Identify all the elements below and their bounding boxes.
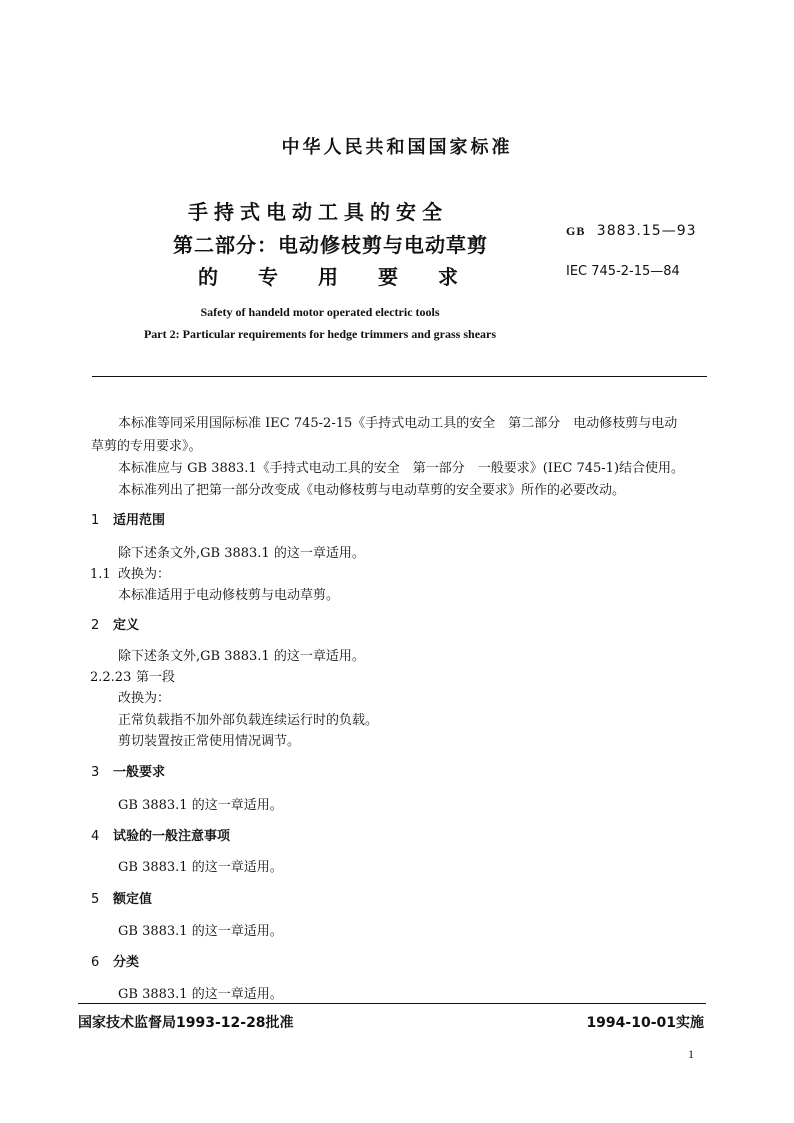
section-title: 适用范围: [113, 513, 166, 528]
section-number: 5: [91, 892, 100, 907]
section-title: 分类: [113, 955, 140, 970]
clause-1-1-body: 本标准适用于电动修枝剪与电动草剪。: [118, 588, 340, 603]
clause-number: 2.2.23: [90, 670, 132, 685]
intro-paragraph-2: 本标准应与 GB 3883.1《手持式电动工具的安全 第一部分 一般要求》(IEC 745-1)结合使用。: [118, 461, 685, 476]
clause-title: 改换为：: [118, 567, 171, 582]
intro-paragraph-3: 本标准列出了把第一部分改变成《电动修枝剪与电动草剪的安全要求》所作的必要改动。: [118, 483, 626, 498]
section-number: 6: [91, 955, 100, 970]
section-3-heading: [91, 761, 165, 780]
title-char: 的: [198, 265, 218, 289]
clause-2-2-23-line-b: 剪切装置按正常使用情况调节。: [118, 734, 301, 749]
section-1-heading: [91, 509, 165, 528]
section-number: 3: [91, 765, 100, 780]
section-title: 试验的一般注意事项: [113, 829, 231, 844]
title-line-1: 手持式电动工具的安全: [188, 200, 448, 224]
section-title: 定义: [113, 618, 140, 633]
title-char: 用: [318, 265, 338, 289]
section-6-heading: [91, 951, 139, 970]
title-line-2: 第二部分：电动修枝剪与电动草剪: [173, 233, 488, 257]
english-title-line-1: Safety of handeld motor operated electric tools: [200, 305, 440, 319]
title-char: 专: [258, 265, 278, 289]
section-3-body: GB 3883.1 的这一章适用。: [118, 798, 283, 813]
intro-paragraph-1-line-2: 草剪的专用要求》。: [91, 439, 202, 454]
gb-prefix: GB: [566, 224, 586, 238]
section-4-heading: [91, 825, 230, 844]
section-6-body: GB 3883.1 的这一章适用。: [118, 987, 283, 1002]
page-number: 1: [688, 1047, 694, 1061]
clause-2-2-23-change: 改换为：: [118, 691, 171, 706]
gb-number: 3883.15—93: [596, 223, 697, 239]
intro-paragraph-1-line-1: 本标准等同采用国际标准 IEC 745-2-15《手持式电动工具的安全 第二部分 电动修枝剪与电动: [118, 416, 678, 431]
title-line-3: [198, 261, 458, 290]
standard-type-heading: 中华人民共和国国家标准: [281, 137, 513, 158]
title-char: 要: [378, 265, 398, 289]
header-divider: [92, 376, 707, 377]
clause-number: 1.1: [90, 567, 111, 582]
section-2-body: 除下述条文外,GB 3883.1 的这一章适用。: [118, 649, 365, 664]
section-number: 4: [91, 829, 100, 844]
clause-2-2-23-line-a: 正常负载指不加外部负载连续运行时的负载。: [118, 713, 379, 728]
effective-date: 1994-10-01实施: [586, 1015, 704, 1031]
section-title: 额定值: [113, 892, 153, 907]
clause-title: 第一段: [136, 670, 176, 685]
section-number: 2: [91, 618, 100, 633]
clause-2-2-23: [90, 666, 175, 685]
section-4-body: GB 3883.1 的这一章适用。: [118, 860, 283, 875]
clause-1-1: [90, 563, 170, 582]
section-title: 一般要求: [113, 765, 166, 780]
gb-standard-code: [566, 223, 697, 239]
section-5-body: GB 3883.1 的这一章适用。: [118, 924, 283, 939]
section-5-heading: [91, 888, 152, 907]
section-1-body: 除下述条文外,GB 3883.1 的这一章适用。: [118, 546, 365, 561]
title-char: 求: [438, 265, 458, 289]
section-number: 1: [91, 513, 100, 528]
iec-standard-code: IEC 745-2-15—84: [566, 264, 680, 279]
english-title-line-2: Part 2: Particular requirements for hedge trimmers and grass shears: [143, 327, 497, 341]
section-2-heading: [91, 614, 139, 633]
footer-divider: [78, 1003, 706, 1004]
approval-date: 国家技术监督局1993-12-28批准: [78, 1015, 294, 1031]
